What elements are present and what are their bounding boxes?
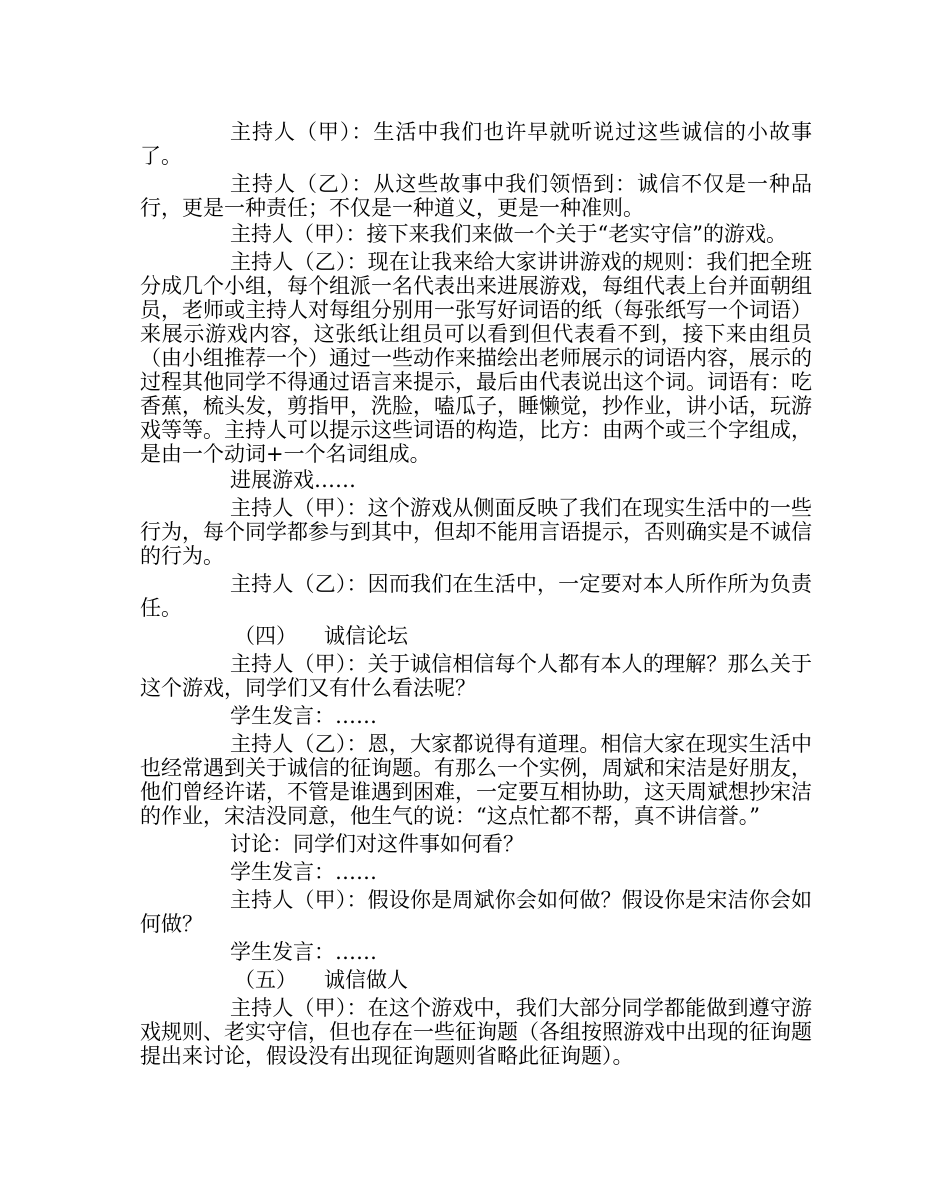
paragraph: 进展游戏……	[230, 468, 356, 492]
section-number: （四）	[234, 624, 297, 648]
section-heading-5	[140, 968, 812, 992]
paragraph: 学生发言：……	[230, 704, 377, 728]
paragraph: 主持人（甲）：这个游戏从侧面反映了我们在现实生活中的一些行为，每个同学都参与到其中，但却不能用言语提示，否则确实是不诚信的行为。	[140, 496, 812, 568]
paragraph: 主持人（乙）：恩，大家都说得有道理。相信大家在现实生活中也经常遇到关于诚信的征询题。有那么一个实例，周斌和宋洁是好朋友，他们曾经许诺，不管是谁遇到困难，一定要互相协助，这天周斌想抄宋洁的作业，宋洁没同意，他生气的说：“这点忙都不帮，真不讲信誉。”	[140, 732, 812, 828]
paragraph: 讨论：同学们对这件事如何看？	[230, 832, 524, 856]
paragraph: 学生发言：……	[230, 940, 377, 964]
paragraph: 主持人（乙）：因而我们在生活中，一定要对本人所作所为负责任。	[140, 572, 812, 620]
document-page	[140, 120, 812, 1072]
paragraph: 主持人（乙）：现在让我来给大家讲讲游戏的规则：我们把全班分成几个小组，每个组派一名代表出来进展游戏，每组代表上台并面朝组员，老师或主持人对每组分别用一张写好词语的纸（每张纸写一个词语）来展示游戏内容，这张纸让组员可以看到但代表看不到，接下来由组员（由小组推荐一个）通过一些动作来描绘出老师展示的词语内容，展示的过程其他同学不得通过语言来提示，最后由代表说出这个词。词语有：吃香蕉，梳头发，剪指甲，洗脸，嗑瓜子，睡懒觉，抄作业，讲小话，玩游戏等等。主持人可以提示这些词语的构造，比方：由两个或三个字组成，是由一个动词+一个名词组成。	[140, 250, 812, 466]
paragraph: 主持人（甲）：生活中我们也许早就听说过这些诚信的小故事了。	[140, 120, 812, 168]
paragraph: 主持人（甲）：在这个游戏中，我们大部分同学都能做到遵守游戏规则、老实守信，但也存在一些征询题（各组按照游戏中出现的征询题提出来讨论，假设没有出现征询题则省略此征询题）。	[140, 996, 812, 1068]
section-number: （五）	[234, 968, 297, 992]
paragraph: 学生发言：……	[230, 860, 377, 884]
paragraph: 主持人（甲）：接下来我们来做一个关于“老实守信”的游戏。	[230, 222, 787, 246]
paragraph: 主持人（甲）：假设你是周斌你会如何做？假设你是宋洁你会如何做？	[140, 888, 812, 936]
section-title: 诚信做人	[324, 968, 408, 992]
paragraph: 主持人（甲）：关于诚信相信每个人都有本人的理解？那么关于这个游戏，同学们又有什么看法呢？	[140, 652, 812, 700]
section-title: 诚信论坛	[324, 624, 408, 648]
section-heading-4	[140, 624, 812, 648]
paragraph: 主持人（乙）：从这些故事中我们领悟到：诚信不仅是一种品行，更是一种责任；不仅是一种道义，更是一种准则。	[140, 172, 812, 220]
